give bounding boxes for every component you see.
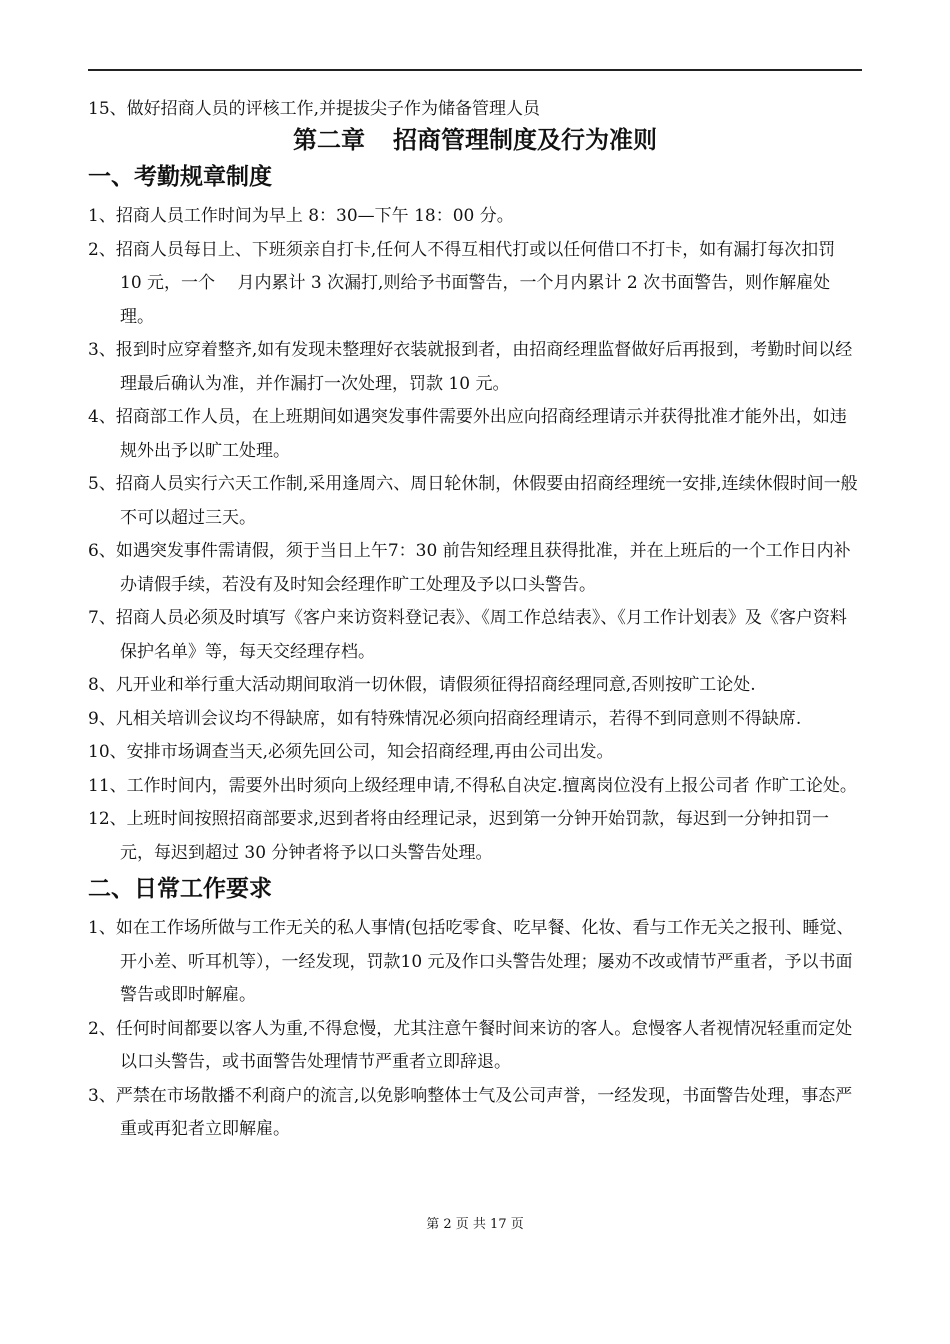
page-number: 第 2 页 共 17 页 xyxy=(426,1217,524,1232)
list-item: 6、如遇突发事件需请假，须于当日上午7：30 前告知经理且获得批准，并在上班后的一个工作日内补办请假手续，若没有及时知会经理作旷工处理及予以口头警告。 xyxy=(88,541,851,595)
section-heading: 一、考勤规章制度 xyxy=(88,164,272,190)
header-rule xyxy=(88,69,862,71)
list-item: 7、招商人员必须及时填写《客户来访资料登记表》、《周工作总结表》、《月工作计划表》及《客户资料保护名单》等，每天交经理存档。 xyxy=(88,608,847,662)
section-attendance xyxy=(88,160,862,870)
rules-list xyxy=(88,912,862,1147)
chapter-name: 招商管理制度及行为准则 xyxy=(393,126,657,154)
chapter-title xyxy=(88,124,862,156)
list-item: 3、报到时应穿着整齐,如有发现未整理好衣装就报到者，由招商经理监督做好后再报到，考勤时间以经理最后确认为准，并作漏打一次处理，罚款 10 元。 xyxy=(88,340,853,394)
list-item: 2、任何时间都要以客人为重,不得怠慢，尤其注意午餐时间来访的客人。怠慢客人者视情况轻重而定处以口头警告，或书面警告处理情节严重者立即辞退。 xyxy=(88,1018,853,1072)
section-daily-work xyxy=(88,872,862,1147)
chapter-label: 第二章 xyxy=(293,126,365,154)
list-item: 8、凡开业和举行重大活动期间取消一切休假，请假须征得招商经理同意,否则按旷工论处. xyxy=(88,675,756,695)
list-item: 11、工作时间内，需要外出时须向上级经理申请,不得私自决定.擅离岗位没有上报公司者 作旷工论处。 xyxy=(88,775,857,796)
intro-line: 15、做好招商人员的评核工作,并提拔尖子作为储备管理人员 xyxy=(88,99,541,119)
list-item: 1、如在工作场所做与工作无关的私人事情(包括吃零食、吃早餐、化妆、看与工作无关之报刊、睡觉、开小差、听耳机等），一经发现，罚款10 元及作口头警告处理；屡劝不改或情节严重者，予以书面警告或即时解雇。 xyxy=(88,918,854,1005)
list-item: 12、上班时间按照招商部要求,迟到者将由经理记录，迟到第一分钟开始罚款，每迟到一分钟扣罚一元，每迟到超过 30 分钟者将予以口头警告处理。 xyxy=(88,809,830,863)
list-item: 2、招商人员每日上、下班须亲自打卡,任何人不得互相代打或以任何借口不打卡，如有漏打每次扣罚 10 元，一个 月内累计 3 次漏打,则给予书面警告，一个月内累计 2 次书面警告，则作解雇处理。 xyxy=(88,239,836,327)
rules-list xyxy=(88,200,862,870)
list-item: 5、招商人员实行六天工作制,采用逢周六、周日轮休制，休假要由招商经理统一安排,连续休假时间一般不可以超过三天。 xyxy=(88,474,858,528)
list-item: 9、凡相关培训会议均不得缺席，如有特殊情况必须向招商经理请示，若得不到同意则不得缺席. xyxy=(88,708,802,729)
page-content xyxy=(88,96,862,1147)
list-item: 4、招商部工作人员，在上班期间如遇突发事件需要外出应向招商经理请示并获得批准才能外出，如违规外出予以旷工处理。 xyxy=(88,407,847,461)
section-heading: 二、日常工作要求 xyxy=(88,876,272,902)
list-item: 10、安排市场调查当天,必须先回公司，知会招商经理,再由公司出发。 xyxy=(88,742,614,762)
list-item: 1、招商人员工作时间为早上 8：30—下午 18：00 分。 xyxy=(88,206,514,226)
list-item: 3、严禁在市场散播不利商户的流言,以免影响整体士气及公司声誉，一经发现，书面警告处理，事态严重或再犯者立即解雇。 xyxy=(88,1085,853,1139)
